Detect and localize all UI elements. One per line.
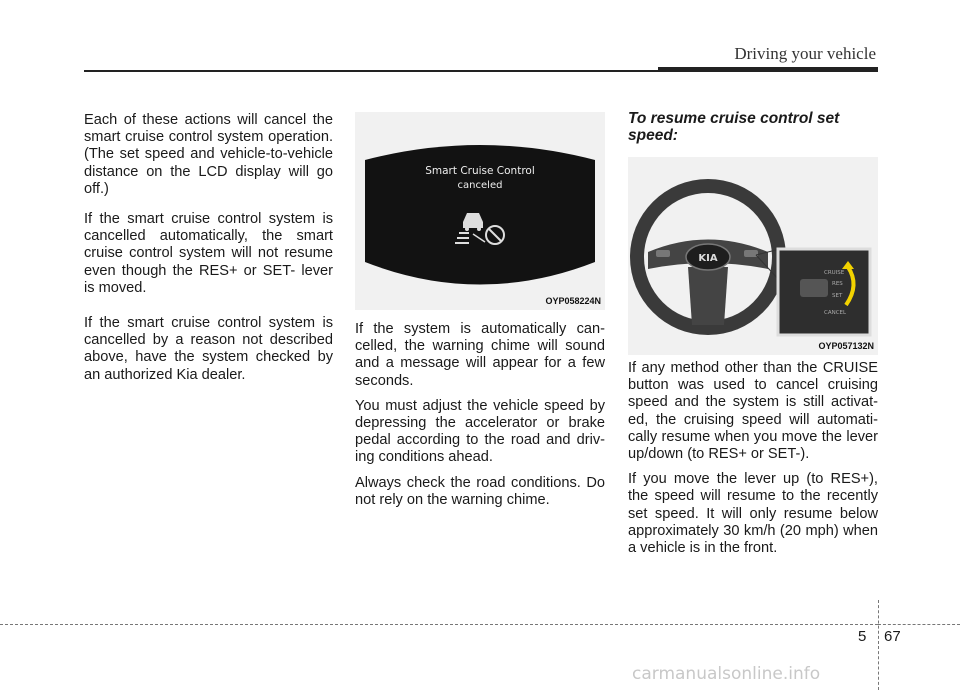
footer-rule [878,624,960,625]
cluster-display-illustration [355,112,605,310]
figure-code: OYP058224N [545,296,601,306]
paragraph: If the smart cruise control system is cancelled automatically, the smart cruise control system will not resume even though the RES+ or SET- lever is moved. [84,211,333,296]
kia-logo: KIA [698,253,718,264]
paragraph: If any method other than the CRUISE button was used to cancel cruising speed and the system is still activat-ed, the cruising speed will automati-cally resume when you move the lever up/down (to RES+ or SET-). [628,360,878,463]
header-rule-accent [658,67,878,72]
column-3 [628,360,878,565]
page-number: 67 [884,628,901,645]
column-1 [84,112,333,397]
paragraph: If the system is automatically can-celled, the warning chime will sound and a message will appear for a few seconds. [355,321,605,389]
chapter-number: 5 [858,628,867,645]
steering-wheel-figure [628,157,878,355]
cluster-display-figure [355,112,605,310]
column-2 [355,321,605,517]
switch-label-cruise: CRUISE [824,270,845,276]
paragraph: Each of these actions will cancel the smart cruise control system operation. (The set speed and vehicle-to-vehicle distance on the LCD display will go off.) [84,112,333,197]
display-message-line2: canceled [457,180,503,191]
paragraph: You must adjust the vehicle speed by depressing the accelerator or brake pedal according to the road and driv-ing conditions ahead. [355,397,605,466]
paragraph: If you move the lever up (to RES+), the speed will resume to the recently set speed. It will only resume below approximately 30 km/h (20 mph) when a vehicle is in the front. [628,471,878,557]
paragraph: Always check the road conditions. Do not rely on the warning chime. [355,474,605,508]
switch-label-set: SET [832,293,843,299]
display-message-line1: Smart Cruise Control [425,165,535,177]
watermark: carmanualsonline.info [632,664,821,684]
footer-rule [0,624,878,625]
paragraph: If the smart cruise control system is cancelled by a reason not described above, have the system checked by an authorized Kia dealer. [84,315,333,383]
switch-label-cancel: CANCEL [824,310,847,316]
steering-wheel-illustration [628,157,878,355]
subheading: To resume cruise control set speed: [628,110,840,144]
footer-divider [878,600,879,690]
figure-code: OYP057132N [818,341,874,351]
switch-label-res: RES [832,281,843,287]
section-title: Driving your vehicle [734,44,876,63]
